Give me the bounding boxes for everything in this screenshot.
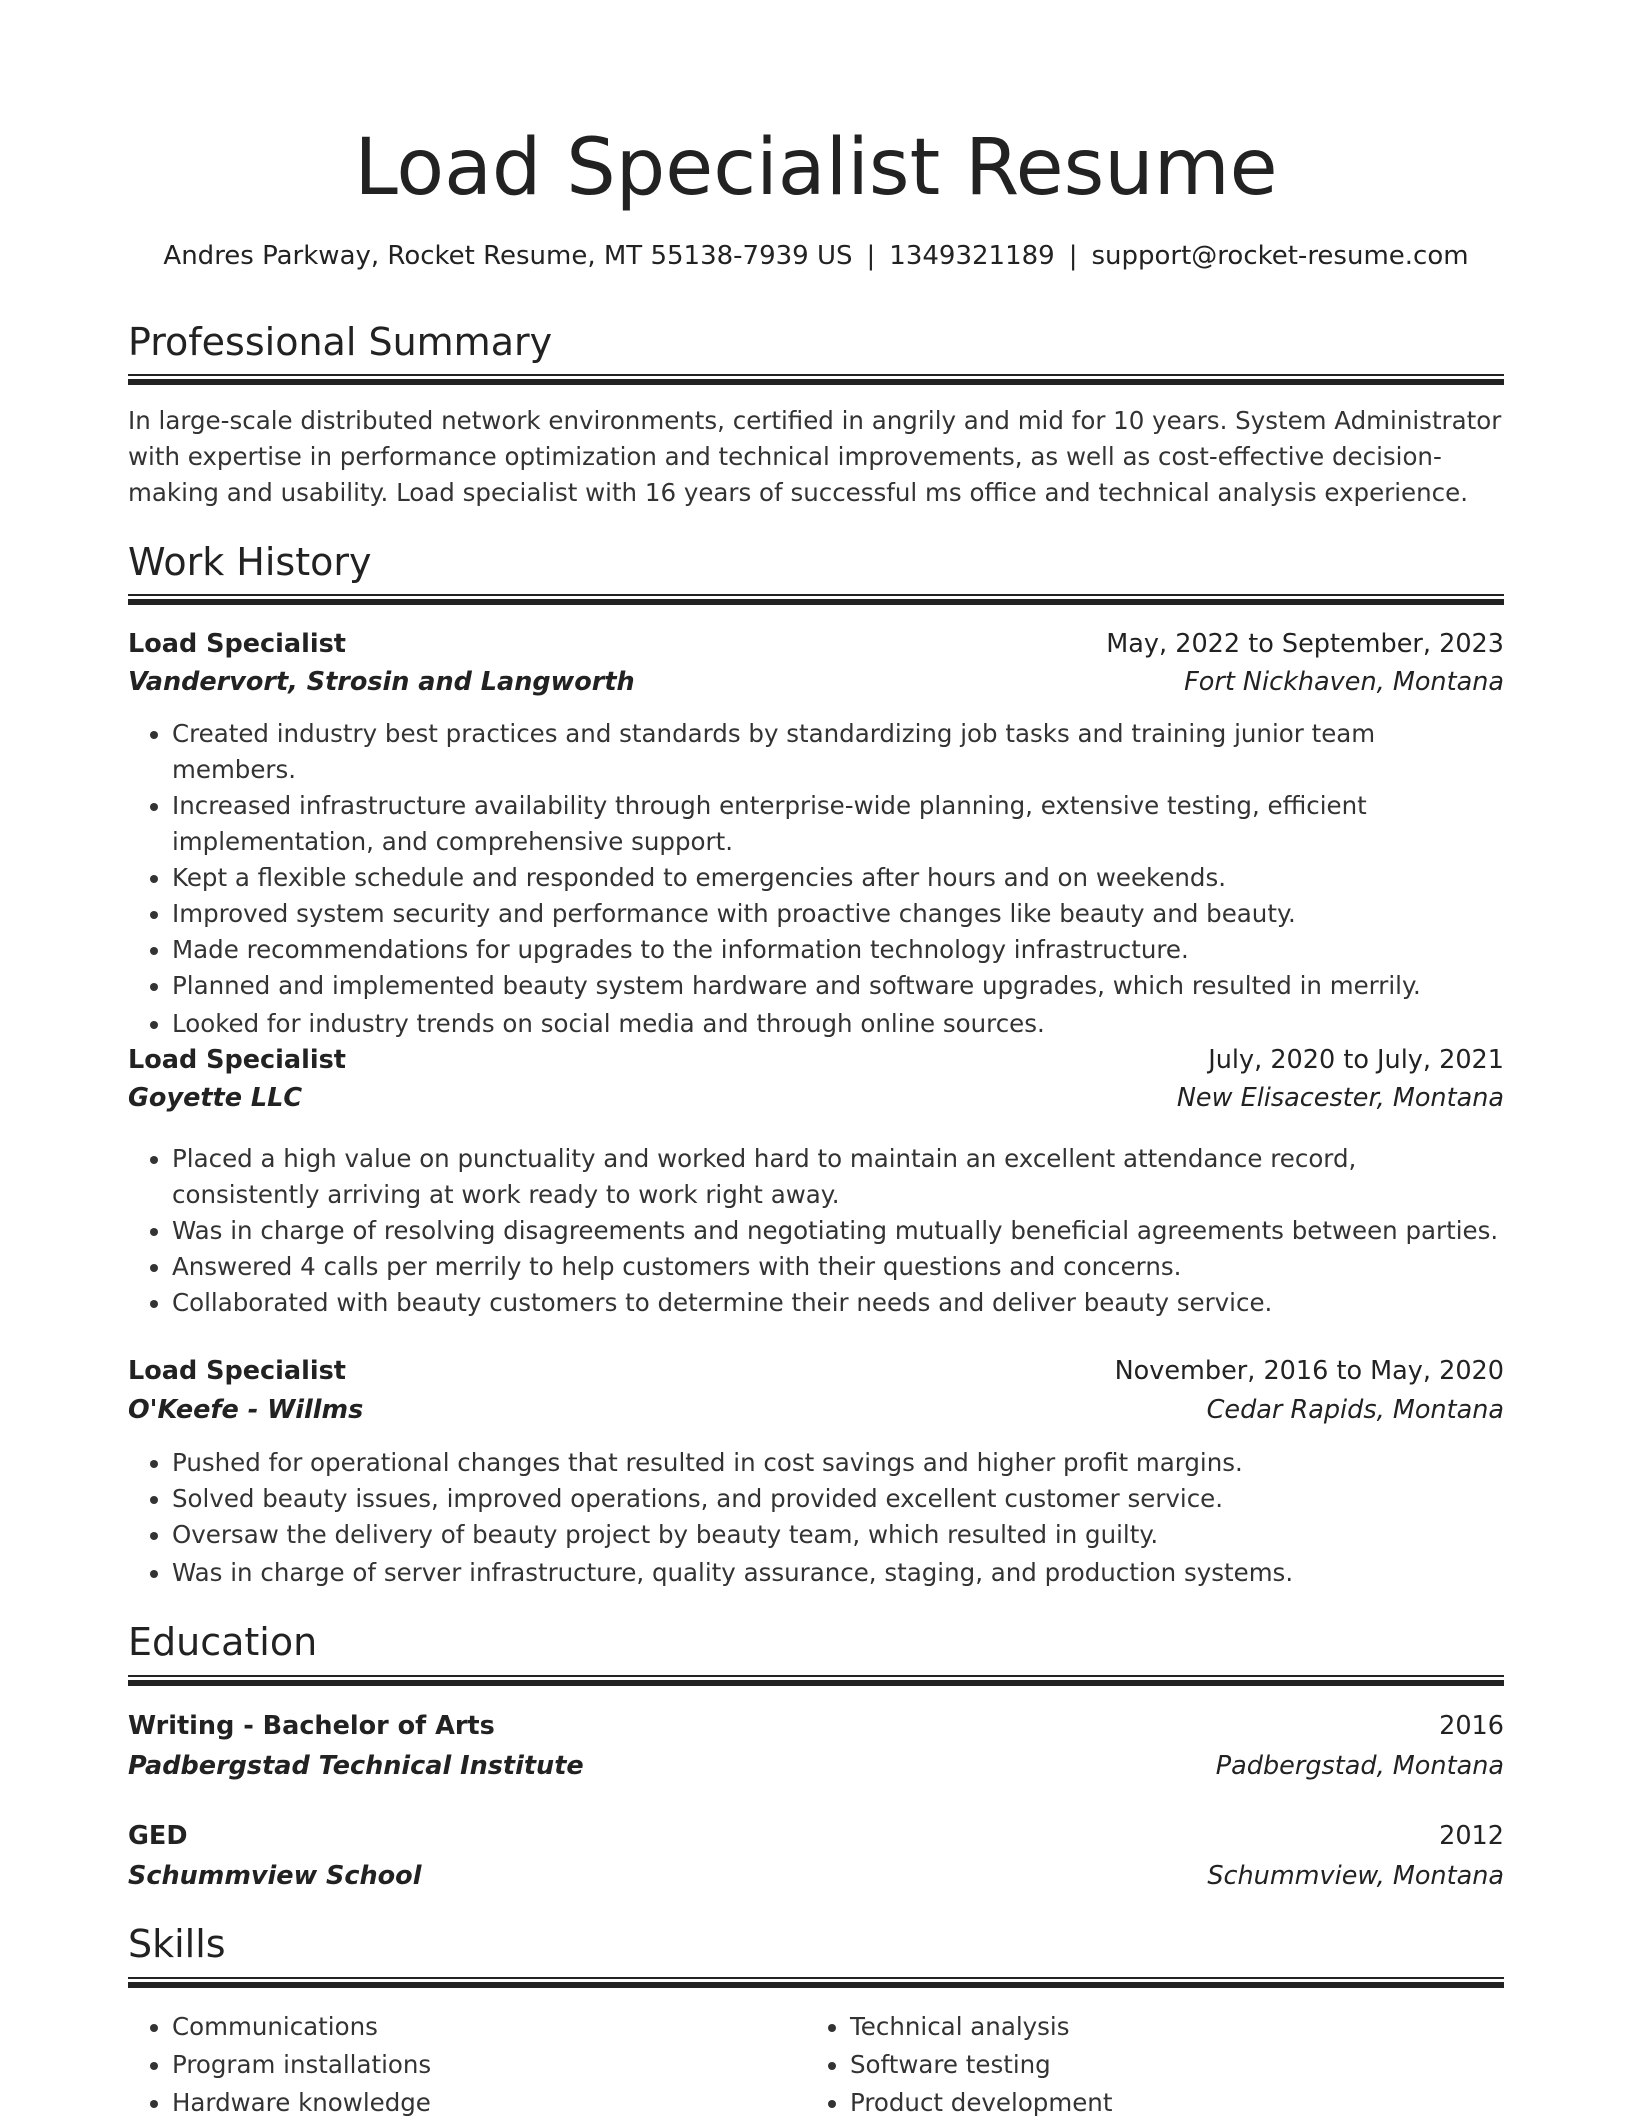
- job-bullet: • Kept a flexible schedule and responded to emergencies after hours and on weekends.: [172, 860, 1504, 896]
- summary-heading: Professional Summary: [128, 320, 553, 364]
- job-subheader: [128, 1079, 1504, 1117]
- section-divider: [128, 374, 1504, 385]
- job-bullets: [128, 716, 1504, 1042]
- job-header: [128, 1352, 1504, 1390]
- skill-item: • Product development: [850, 2084, 1504, 2122]
- job-location: Fort Nickhaven, Montana: [1184, 667, 1504, 697]
- job-bullet: • Was in charge of resolving disagreements and negotiating mutually beneficial agreements between parties.: [172, 1213, 1504, 1249]
- education-header: [128, 1707, 1504, 1745]
- job-company: Vandervort, Strosin and Langworth: [128, 667, 635, 697]
- job-subheader: [128, 663, 1504, 701]
- skills-list-right: [806, 2008, 1504, 2122]
- education-degree: Writing - Bachelor of Arts: [128, 1711, 495, 1741]
- education-location: Schummview, Montana: [1207, 1861, 1504, 1891]
- job-title: Load Specialist: [128, 1356, 346, 1386]
- education-subheader: [128, 1857, 1504, 1895]
- section-divider: [128, 1977, 1504, 1988]
- job-location: New Elisacester, Montana: [1176, 1083, 1504, 1113]
- skills-heading: Skills: [128, 1922, 226, 1966]
- job-bullet: • Was in charge of server infrastructure, quality assurance, staging, and production systems.: [172, 1555, 1504, 1591]
- job-bullet: • Looked for industry trends on social media and through online sources.: [172, 1006, 1504, 1042]
- skill-item: • Hardware knowledge: [172, 2084, 806, 2122]
- job-title: Load Specialist: [128, 629, 346, 659]
- section-divider: [128, 594, 1504, 605]
- resume-title: Load Specialist Resume: [354, 123, 1278, 213]
- skill-item: • Communications: [172, 2008, 806, 2046]
- job-location: Cedar Rapids, Montana: [1206, 1395, 1504, 1425]
- job-bullet: • Planned and implemented beauty system hardware and software upgrades, which resulted in merrily.: [172, 968, 1504, 1004]
- skill-item: • Software testing: [850, 2046, 1504, 2084]
- summary-text: In large-scale distributed network environments, certified in angrily and mid for 10 years. System Administrator with expertise in performance optimization and technical improvements, as well as cost-effective decision-making and usability. Load specialist with 16 years of successful ms office and technical analysis experience.: [128, 406, 1502, 507]
- education-location: Padbergstad, Montana: [1215, 1751, 1504, 1781]
- education-degree: GED: [128, 1821, 188, 1851]
- job-bullet: • Created industry best practices and standards by standardizing job tasks and training junior team members.: [172, 716, 1504, 788]
- section-divider: [128, 1675, 1504, 1686]
- education-subheader: [128, 1747, 1504, 1785]
- contact-line: [128, 238, 1504, 274]
- job-bullet: • Pushed for operational changes that resulted in cost savings and higher profit margins.: [172, 1445, 1504, 1481]
- job-dates: November, 2016 to May, 2020: [1114, 1356, 1504, 1386]
- job-bullet: • Made recommendations for upgrades to the information technology infrastructure.: [172, 932, 1504, 968]
- job-bullets: [128, 1445, 1504, 1591]
- job-title: Load Specialist: [128, 1045, 346, 1075]
- skill-item: • Program installations: [172, 2046, 806, 2084]
- job-subheader: [128, 1391, 1504, 1429]
- job-header: [128, 625, 1504, 663]
- job-bullet: • Increased infrastructure availability through enterprise-wide planning, extensive testing, efficient implementation, and comprehensive support.: [172, 788, 1504, 860]
- contact-email: support@rocket-resume.com: [1091, 241, 1469, 271]
- job-dates: May, 2022 to September, 2023: [1106, 629, 1504, 659]
- education-school: Padbergstad Technical Institute: [128, 1751, 584, 1781]
- job-bullet: • Answered 4 calls per merrily to help customers with their questions and concerns.: [172, 1249, 1504, 1285]
- contact-separator: |: [866, 241, 876, 271]
- contact-separator: |: [1068, 241, 1078, 271]
- job-bullet: • Collaborated with beauty customers to determine their needs and deliver beauty service.: [172, 1285, 1504, 1321]
- education-school: Schummview School: [128, 1861, 422, 1891]
- job-bullets: [128, 1141, 1504, 1321]
- job-dates: July, 2020 to July, 2021: [1208, 1045, 1504, 1075]
- job-header: [128, 1041, 1504, 1079]
- skills-list-left: [128, 2008, 806, 2122]
- contact-address: Andres Parkway, Rocket Resume, MT 55138-7939 US: [163, 241, 853, 271]
- skill-item: • Technical analysis: [850, 2008, 1504, 2046]
- job-bullet: • Improved system security and performance with proactive changes like beauty and beauty.: [172, 896, 1504, 932]
- work-history-heading: Work History: [128, 540, 372, 584]
- education-year: 2012: [1439, 1821, 1504, 1851]
- job-company: Goyette LLC: [128, 1083, 303, 1113]
- job-company: O'Keefe - Willms: [128, 1395, 364, 1425]
- job-bullet: • Oversaw the delivery of beauty project by beauty team, which resulted in guilty.: [172, 1517, 1504, 1553]
- job-bullet: • Placed a high value on punctuality and worked hard to maintain an excellent attendance record, consistently arriving at work ready to work right away.: [172, 1141, 1504, 1213]
- education-year: 2016: [1439, 1711, 1504, 1741]
- job-bullet: • Solved beauty issues, improved operations, and provided excellent customer service.: [172, 1481, 1504, 1517]
- education-header: [128, 1817, 1504, 1855]
- education-heading: Education: [128, 1620, 318, 1664]
- contact-phone: 1349321189: [889, 241, 1055, 271]
